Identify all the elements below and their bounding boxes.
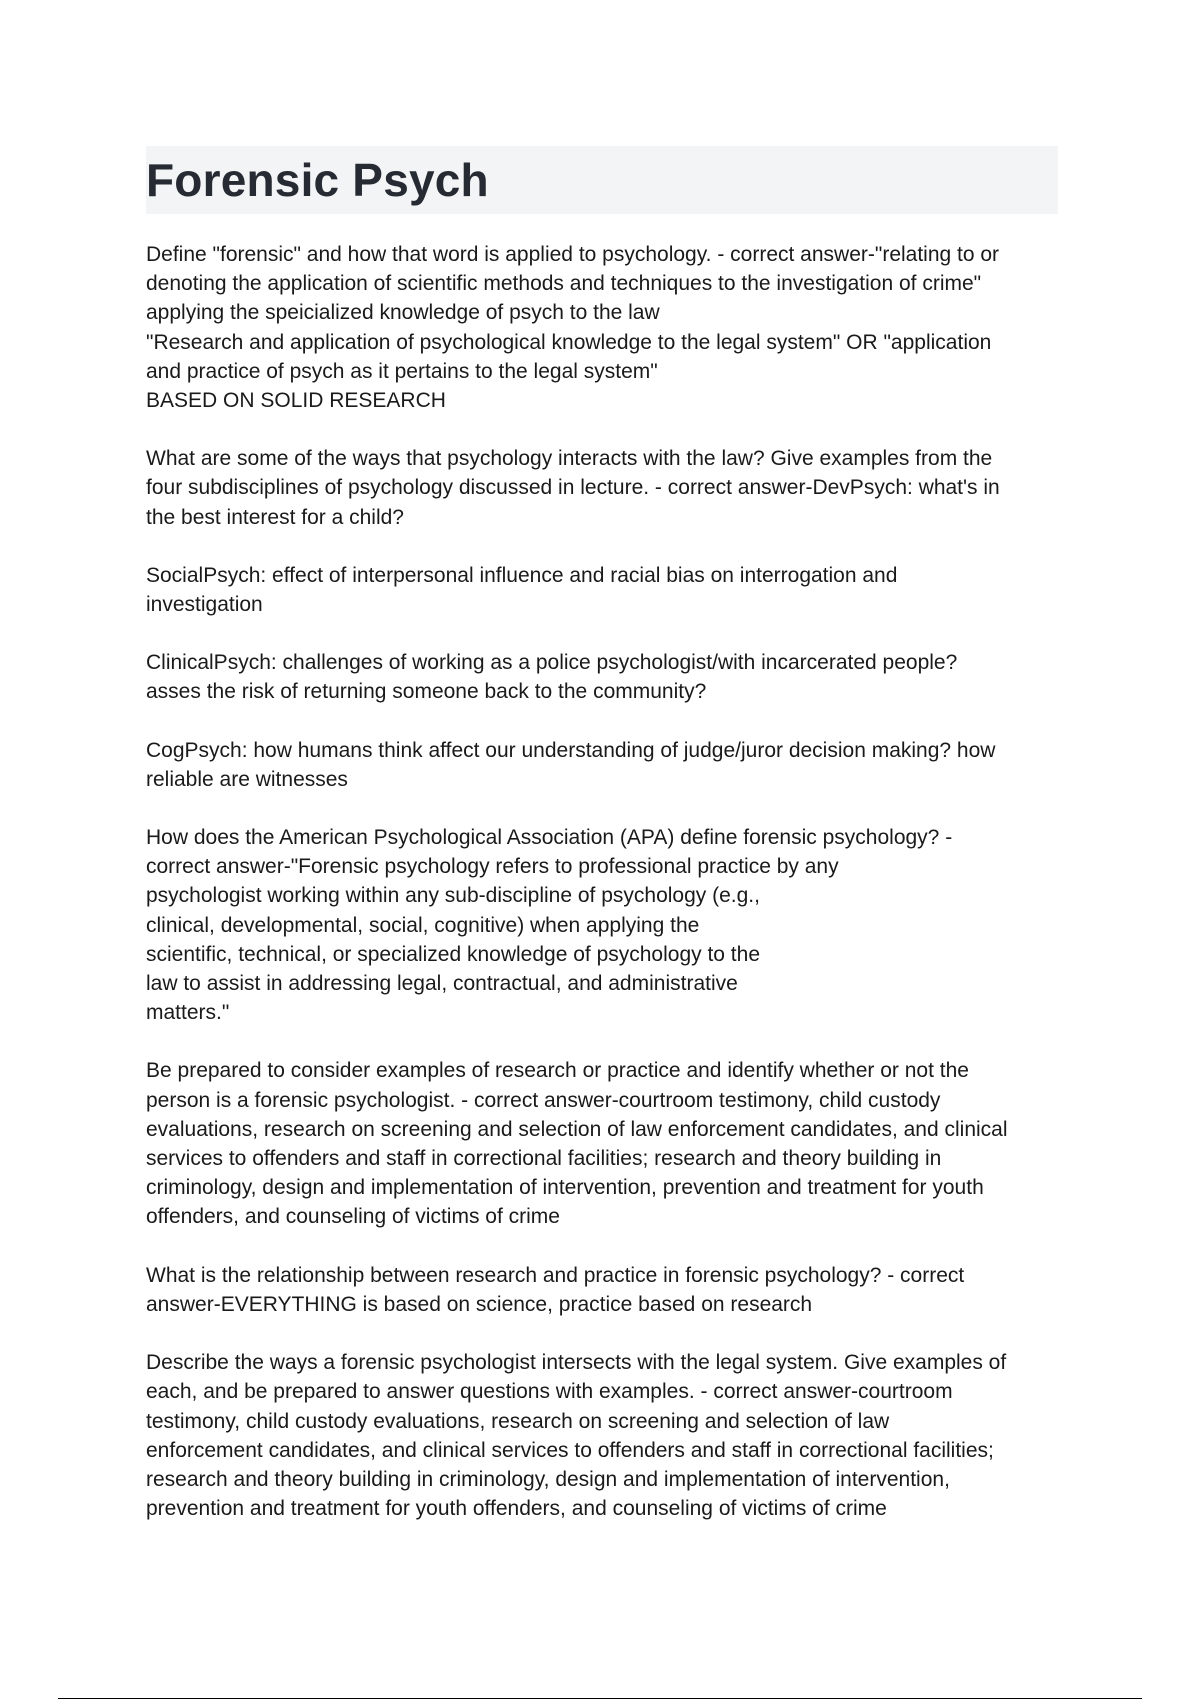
document-page <box>146 146 1058 1552</box>
qa-block-research-practice: What is the relationship between research and practice in forensic psychology? - correct answer-EVERYTHING is based on science, practice based on research <box>146 1263 965 1316</box>
title-banner <box>146 146 1058 214</box>
qa-block-clinical-psych: ClinicalPsych: challenges of working as a police psychologist/with incarcerated people? asses the risk of returning someone back to the community? <box>146 651 958 704</box>
qa-block-apa-definition: How does the American Psychological Association (APA) define forensic psychology? - correct answer-"Forensic psychology refers to professional practice by any psychologist working within any sub-discipline of psychology (e.g., clinical, developmental, social, cognitive) when applying the scientific, technical, or specialized knowledge of psychology to the law to assist in addressing legal, contractual, and administrative matters." <box>146 826 953 1025</box>
qa-block-identify-forensic-psychologist: Be prepared to consider examples of research or practice and identify whether or not the person is a forensic psychologist. - correct answer-courtroom testimony, child custody evaluations, research on screening and selection of law enforcement candidates, and clinical services to offenders and staff in correctional facilities; research and theory building in criminology, design and implementation of intervention, prevention and treatment for youth offenders, and counseling of victims of crime <box>146 1059 1008 1229</box>
page-title: Forensic Psych <box>146 154 489 206</box>
qa-block-forensic-definition: Define "forensic" and how that word is applied to psychology. - correct answer-"relating to or denoting the application of scientific methods and techniques to the investigation of crime" applying the speicialized knowledge of psych to the law "Research and application of psychological knowledge to the legal system" OR "application and practice of psych as it pertains to the legal system" BASED ON SOLID RESEARCH <box>146 243 1000 413</box>
qa-block-psych-law-interaction: What are some of the ways that psychology interacts with the law? Give examples from the four subdisciplines of psychology discussed in lecture. - correct answer-DevPsych: what's in the best interest for a child? <box>146 447 1000 529</box>
footer-divider <box>58 1698 1142 1699</box>
qa-block-legal-system-intersection: Describe the ways a forensic psychologist intersects with the legal system. Give examples of each, and be prepared to answer questions with examples. - correct answer-courtroom testimony, child custody evaluations, research on screening and selection of law enforcement candidates, and clinical services to offenders and staff in correctional facilities; research and theory building in criminology, design and implementation of intervention, prevention and treatment for youth offenders, and counseling of victims of crime <box>146 1351 1007 1521</box>
qa-block-social-psych: SocialPsych: effect of interpersonal influence and racial bias on interrogation and investigation <box>146 563 898 617</box>
qa-block-cog-psych: CogPsych: how humans think affect our understanding of judge/juror decision making? how reliable are witnesses <box>146 738 996 791</box>
